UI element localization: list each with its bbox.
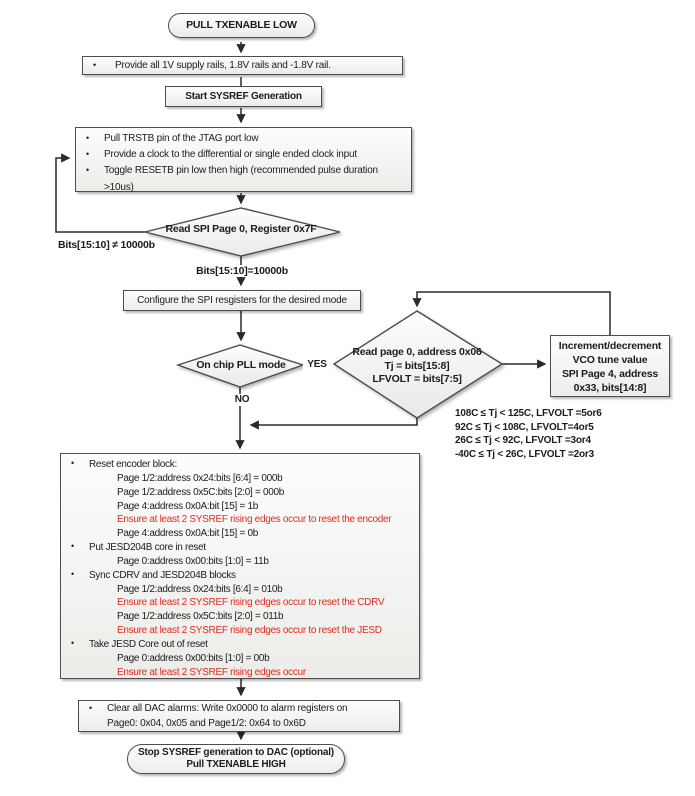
process-start-sysref: [165, 86, 322, 107]
note-lfvolt-ranges: 108C ≤ Tj < 125C, LFVOLT =5or6 92C ≤ Tj < 108C, LFVOLT=4or5 26C ≤ Tj < 92C, LFVOLT =3or4 -40C ≤ Tj < 26C, LFVOLT =2or3: [455, 408, 602, 460]
branch-no-label: NO: [228, 394, 256, 406]
step-line: • Reset encoder block:: [71, 458, 177, 470]
process-clear-alarms: [78, 700, 400, 732]
step-line: Page 1/2:address 0x24:bits [6:4] = 000b: [117, 472, 283, 484]
process-configure-spi-label: Configure the SPI resgisters for the desired mode: [137, 295, 347, 306]
step-line: Page 0:address 0x00:bits [1:0] = 11b: [117, 555, 269, 567]
step-line: • Take JESD Core out of reset: [71, 637, 208, 650]
step-line: Page 1/2:address 0x5C:bits [2:0] = 011b: [117, 611, 284, 623]
warning-line: Ensure at least 2 SYSREF rising edges occur to reset the encoder: [117, 514, 392, 526]
process-vco-tune: Increment/decrement VCO tune value SPI Page 4, address 0x33, bits[14:8]: [550, 335, 670, 397]
step-line: Page 4:address 0x0A:bit [15] = 0b: [117, 528, 259, 540]
bullet-icon: •: [86, 149, 89, 160]
step-line: Page 4:address 0x0A:bit [15] = 1b: [117, 500, 259, 512]
terminator-end: Stop SYSREF generation to DAC (optional) Pull TXENABLE HIGH: [127, 744, 345, 774]
warning-line: Ensure at least 2 SYSREF rising edges occur: [117, 666, 306, 678]
bullet-icon: •: [71, 568, 74, 579]
branch-fail-label: Bits[15:10] ≠ 10000b: [58, 239, 155, 251]
step-line: • Toggle RESETB pin low then high (recommended pulse duration: [76, 163, 411, 179]
bullet-icon: •: [71, 541, 74, 552]
step-line: >10us): [104, 181, 134, 193]
process-reset-sequence: [60, 453, 420, 679]
step-line: Page0: 0x04, 0x05 and Page1/2: 0x64 to 0x6D: [107, 717, 306, 729]
step-line: • Provide all 1V supply rails, 1.8V rails and -1.8V rail.: [93, 60, 331, 71]
bullet-icon: •: [86, 133, 89, 143]
decision-read-spi-label: Read SPI Page 0, Register 0x7F: [165, 223, 317, 235]
step-line: • Put JESD204B core in reset: [71, 541, 206, 554]
warning-line: Ensure at least 2 SYSREF rising edges occur to reset the JESD: [117, 625, 382, 637]
step-line: • Provide a clock to the differential or single ended clock input: [76, 147, 411, 163]
step-line: • Pull TRSTB pin of the JTAG port low: [76, 131, 411, 147]
bullet-icon: •: [71, 637, 74, 648]
step-line: Page 0:address 0x00:bits [1:0] = 00b: [117, 652, 270, 664]
bullet-icon: •: [71, 458, 74, 468]
warning-line: Ensure at least 2 SYSREF rising edges occur to reset the CDRV: [117, 597, 385, 609]
branch-pass-label: Bits[15:10]=10000b: [186, 265, 298, 277]
process-configure-spi: [123, 290, 361, 311]
branch-yes-label: YES: [303, 359, 331, 371]
process-device-init: [75, 127, 412, 192]
step-line: Page 1/2:address 0x5C:bits [2:0] = 000b: [117, 486, 285, 498]
step-line: Page 1/2:address 0x24:bits [6:4] = 010b: [117, 583, 283, 595]
process-start-sysref-label: Start SYSREF Generation: [185, 91, 302, 102]
arrow-readpage-to-no-line: [251, 418, 417, 425]
decision-read-page-label: Read page 0, address 0x06 Tj = bits[15:8] LFVOLT = bits[7:5]: [352, 346, 482, 385]
bullet-icon: •: [89, 703, 92, 713]
bullet-icon: •: [86, 165, 89, 176]
step-line: • Sync CDRV and JESD204B blocks: [71, 568, 236, 581]
step-line: • Clear all DAC alarms: Write 0x0000 to alarm registers on: [89, 703, 348, 714]
terminator-start: [168, 13, 315, 38]
terminator-start-label: PULL TXENABLE LOW: [186, 19, 297, 31]
process-supply-rails: [82, 56, 403, 75]
bullet-icon: •: [93, 60, 96, 70]
decision-pll-mode-label: On chip PLL mode: [196, 359, 286, 371]
